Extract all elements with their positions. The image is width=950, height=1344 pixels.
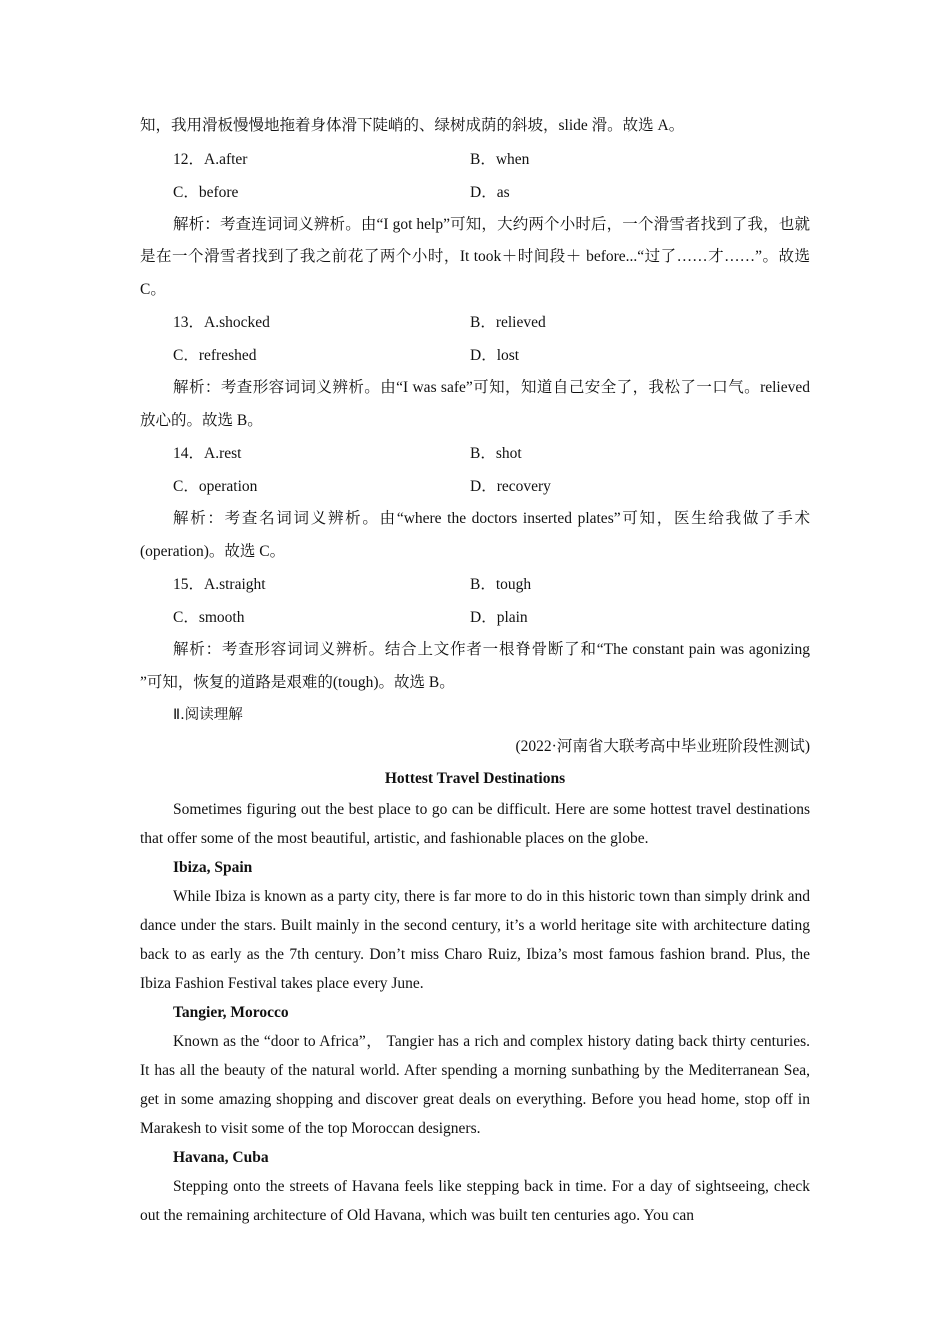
option-13a: 13．A.shocked <box>173 314 270 331</box>
section-text-ibiza: While Ibiza is known as a party city, there is far more to do in this historic town than simply drink and dance under the stars. Built mainly in the second century, it’s a world heritage site with architecture dating back to as early as the 7th century. Don’t miss Charo Ruiz, Ibiza’s most famous fashion brand. Plus, the Ibiza Fashion Festival takes place every June. <box>140 888 810 992</box>
option-12a: 12．A.after <box>173 150 248 168</box>
question-15-options-row-2 <box>140 601 810 634</box>
page-content <box>140 110 810 1230</box>
option-13c: C．refreshed <box>173 347 257 364</box>
section-text-havana: Stepping onto the streets of Havana feels like stepping back in time. For a day of sightseeing, check out the remaining architecture of Old Havana, which was built ten centuries ago. You can <box>140 1178 810 1224</box>
option-13d: D．lost <box>470 347 520 364</box>
section-heading-havana: Havana, Cuba <box>173 1149 269 1166</box>
option-12d: D．as <box>470 183 510 201</box>
section-heading-tangier: Tangier, Morocco <box>173 1004 289 1021</box>
explanation-12: 解析：考查连词词义辨析。由“I got help”可知，大约两个小时后，一个滑雪者找到了我，也就是在一个滑雪者找到了我之前花了两个小时，It took＋时间段＋ before...“过了……才……”。故选 C。 <box>140 215 810 298</box>
source-line: (2022·河南省大联考高中毕业班阶段性测试) <box>515 738 810 755</box>
explanation-13: 解析：考查形容词词义辨析。由“I was safe”可知，知道自己安全了，我松了一口气。relieved 放心的。故选 B。 <box>140 379 810 429</box>
passage-title: Hottest Travel Destinations <box>384 770 566 787</box>
option-14b: B．shot <box>470 445 522 462</box>
option-15d: D．plain <box>470 609 528 626</box>
question-14-options-row-1 <box>140 437 810 470</box>
section-heading-ibiza: Ibiza, Spain <box>173 859 253 876</box>
option-15c: C．smooth <box>173 609 245 626</box>
option-15a: 15．A.straight <box>173 576 266 593</box>
option-14d: D．recovery <box>470 478 551 495</box>
option-14a: 14．A.rest <box>173 445 242 462</box>
question-13-options-row-1 <box>140 306 810 339</box>
question-15-options-row-1 <box>140 568 810 601</box>
section-text-tangier: Known as the “door to Africa”， Tangier has a rich and complex history dating back thirty centuries. It has all the beauty of the natural world. After spending a morning sunbathing by the Mediterranean Sea, get in some amazing shopping and discover great deals on everything. Before you head home, stop off in Marakesh to visit some of the top Moroccan designers. <box>140 1033 810 1137</box>
question-12-options-row-2 <box>140 176 810 209</box>
explanation-14: 解析：考查名词词义辨析。由“where the doctors inserted plates”可知，医生给我做了手术(operation)。故选 C。 <box>140 510 810 560</box>
question-12-options-row-1 <box>140 143 810 176</box>
explanation-15: 解析：考查形容词词义辨析。结合上文作者一根脊骨断了和“The constant pain was agonizing ”可知，恢复的道路是艰难的(tough)。故选 B。 <box>140 641 810 691</box>
option-12b: B．when <box>470 150 530 168</box>
question-14-options-row-2 <box>140 470 810 503</box>
option-15b: B．tough <box>470 576 532 593</box>
option-14c: C．operation <box>173 478 258 495</box>
explanation-tail: 知，我用滑板慢慢地拖着身体滑下陡峭的、绿树成荫的斜坡，slide 滑。故选 A。 <box>140 117 685 134</box>
passage-intro: Sometimes figuring out the best place to go can be difficult. Here are some hottest travel destinations that offer some of the most beautiful, artistic, and fashionable places on the globe. <box>140 801 810 847</box>
section-title: Ⅱ.阅读理解 <box>173 707 243 723</box>
option-13b: B．relieved <box>470 314 546 331</box>
question-13-options-row-2 <box>140 339 810 372</box>
option-12c: C．before <box>173 183 239 201</box>
